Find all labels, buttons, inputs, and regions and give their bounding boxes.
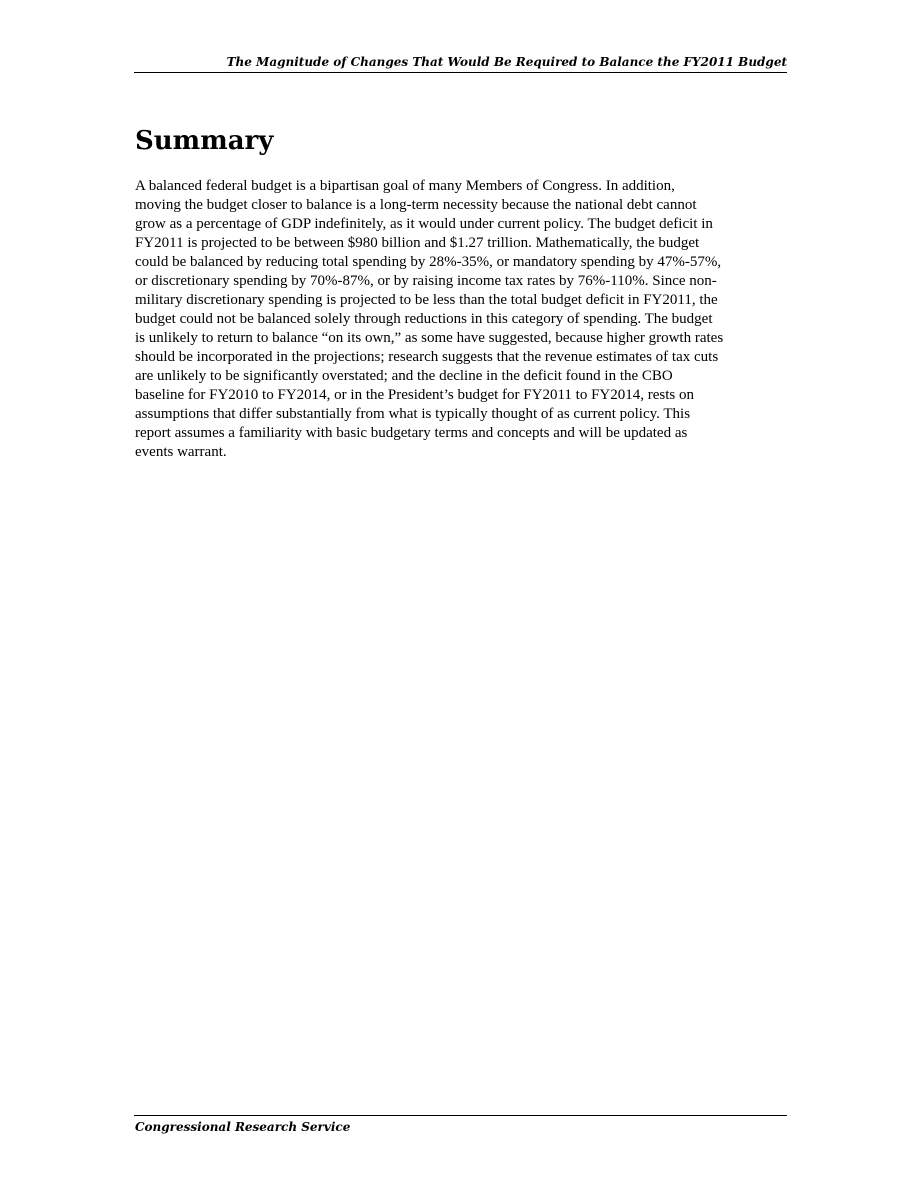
running-header [134, 54, 787, 73]
paragraph-line: baseline for FY2010 to FY2014, or in the President’s budget for FY2011 to FY2014, rests on [135, 387, 694, 403]
paragraph-line: events warrant. [135, 444, 227, 460]
paragraph-line: moving the budget closer to balance is a long-term necessity because the national debt cannot [135, 197, 697, 213]
paragraph-line: grow as a percentage of GDP indefinitely, as it would under current policy. The budget deficit in [135, 216, 713, 232]
paragraph-line: A balanced federal budget is a bipartisan goal of many Members of Congress. In addition, [135, 178, 675, 194]
paragraph-line: should be incorporated in the projections; research suggests that the revenue estimates of tax cuts [135, 349, 719, 365]
paragraph-line: military discretionary spending is projected to be less than the total budget deficit in FY2011, the [135, 292, 718, 308]
footer-divider [134, 1115, 787, 1116]
paragraph-line: assumptions that differ substantially from what is typically thought of as current policy. This [135, 406, 691, 422]
paragraph-line: is unlikely to return to balance “on its own,” as some have suggested, because higher growth rates [135, 330, 724, 346]
paragraph-line: or discretionary spending by 70%-87%, or by raising income tax rates by 76%-110%. Since non- [135, 273, 717, 289]
paragraph-line: could be balanced by reducing total spending by 28%-35%, or mandatory spending by 47%-57%, [135, 254, 722, 270]
running-header-title: The Magnitude of Changes That Would Be Required to Balance the FY2011 Budget [226, 55, 787, 69]
paragraph-line: FY2011 is projected to be between $980 billion and $1.27 trillion. Mathematically, the budget [135, 235, 700, 251]
paragraph-line: report assumes a familiarity with basic budgetary terms and concepts and will be updated as [135, 425, 688, 441]
paragraph-line: budget could not be balanced solely through reductions in this category of spending. The budget [135, 311, 713, 327]
running-footer: Congressional Research Service [135, 1120, 351, 1134]
summary-paragraph [135, 177, 787, 462]
paragraph-line: are unlikely to be significantly overstated; and the decline in the deficit found in the CBO [135, 368, 673, 384]
section-heading: Summary [135, 126, 274, 156]
